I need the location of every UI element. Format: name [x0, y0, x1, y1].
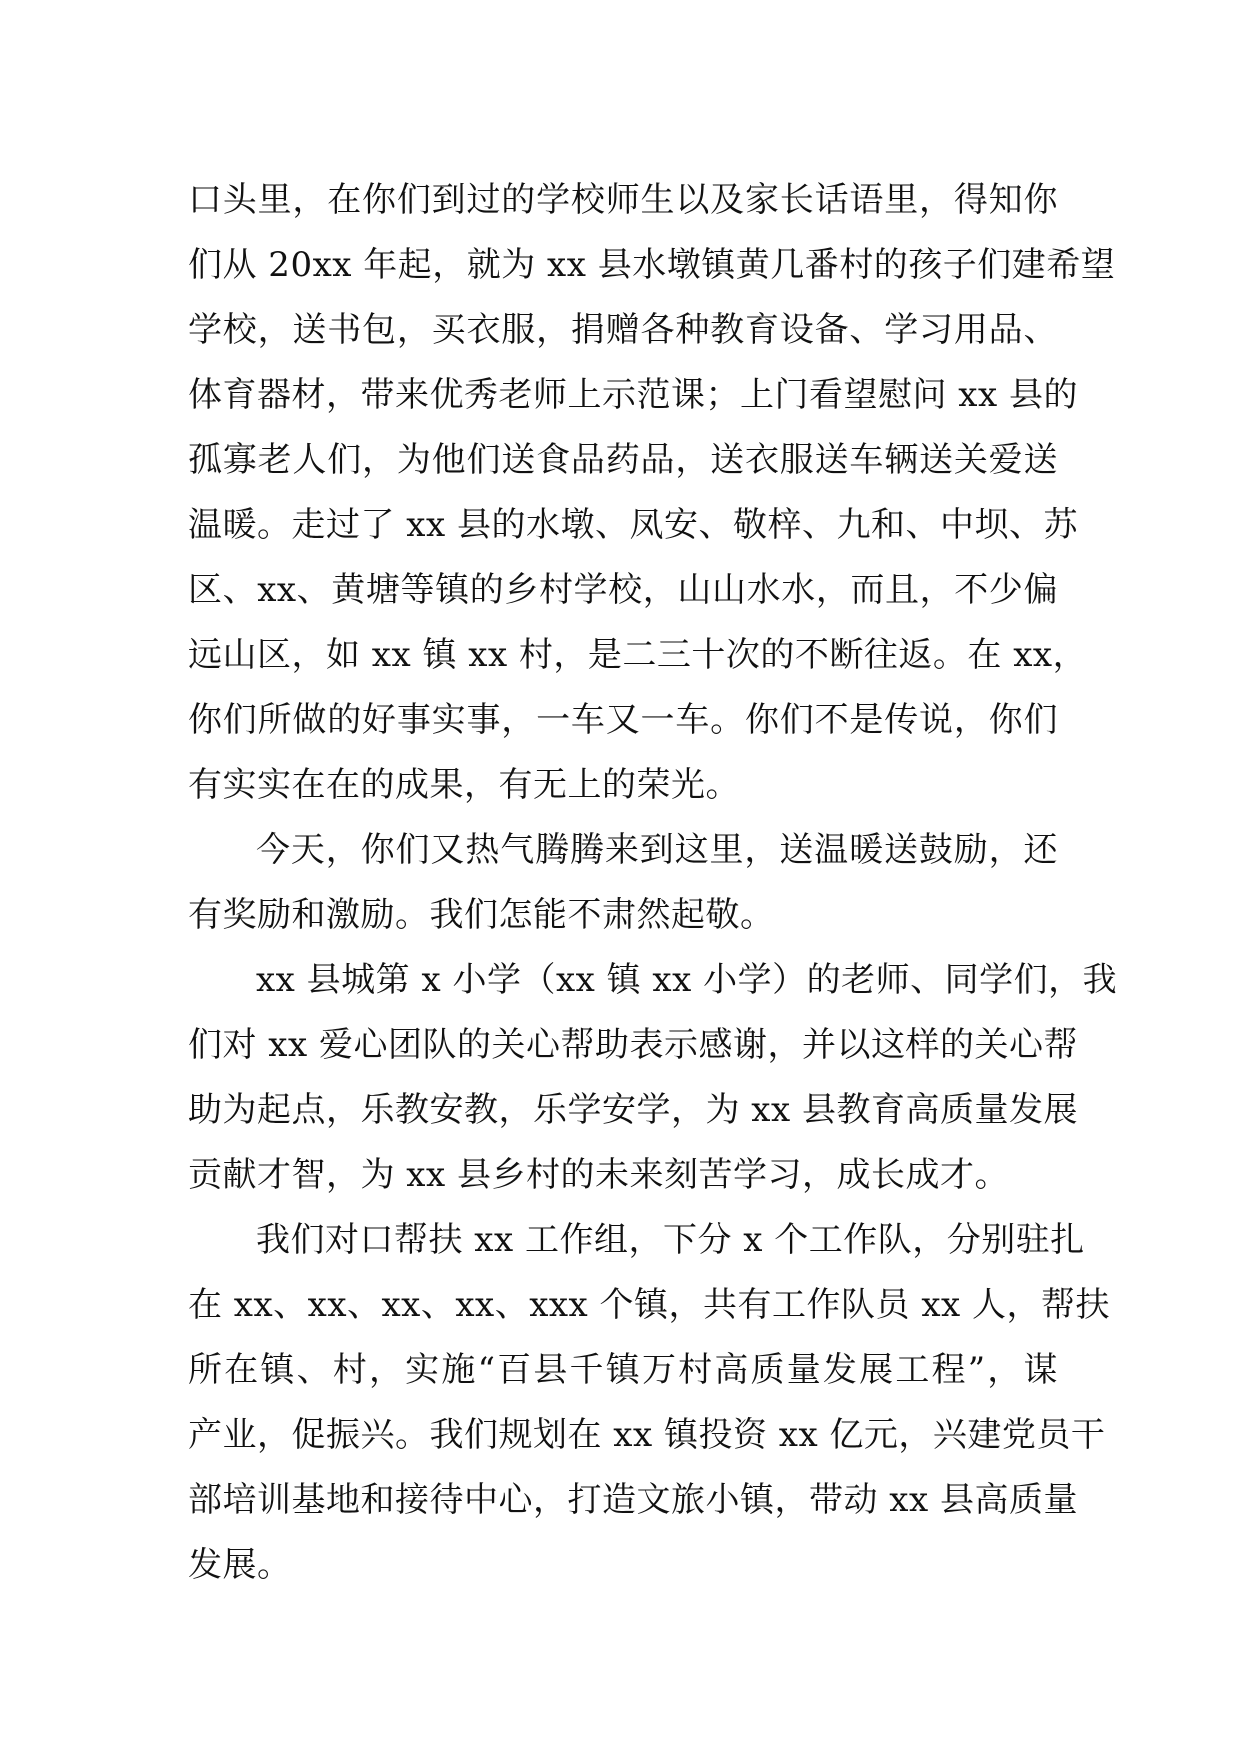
- text-line: 贡献才智，为 xx 县乡村的未来刻苦学习，成长成才。: [188, 1155, 1009, 1195]
- text-line: 们对 xx 爱心团队的关心帮助表示感谢，并以这样的关心帮: [188, 1025, 1078, 1065]
- text-line: 远山区，如 xx 镇 xx 村，是二三十次的不断往返。在 xx，: [188, 635, 1088, 675]
- text-line: 有奖励和激励。我们怎能不肃然起敬。: [188, 895, 775, 935]
- text-line: 温暖。走过了 xx 县的水墩、凤安、敬梓、九和、中坝、苏: [188, 505, 1078, 545]
- text-line: 所在镇、村，实施“百县千镇万村高质量发展工程”，谋: [188, 1350, 1058, 1390]
- text-line: 发展。: [188, 1545, 292, 1585]
- text-line: 口头里，在你们到过的学校师生以及家长话语里，得知你: [188, 180, 1058, 220]
- paragraph-2: [188, 818, 1058, 948]
- paragraph-1: [188, 168, 1116, 818]
- text-line: 学校，送书包，买衣服，捐赠各种教育设备、学习用品、: [188, 310, 1058, 350]
- text-line: 孤寡老人们，为他们送食品药品，送衣服送车辆送关爱送: [188, 440, 1058, 480]
- paragraph-4: [188, 1208, 1111, 1598]
- text-line: 我们对口帮扶 xx 工作组，下分 x 个工作队，分别驻扎: [256, 1220, 1085, 1260]
- paragraph-3: [188, 948, 1118, 1208]
- text-line: 你们所做的好事实事，一车又一车。你们不是传说，你们: [188, 700, 1058, 740]
- text-line: 区、xx、黄塘等镇的乡村学校，山山水水，而且，不少偏: [188, 570, 1058, 610]
- text-line: 今天，你们又热气腾腾来到这里，送温暖送鼓励，还: [256, 830, 1058, 870]
- text-line: 在 xx、xx、xx、xx、xxx 个镇，共有工作队员 xx 人，帮扶: [188, 1285, 1111, 1325]
- text-line: 有实实在在的成果，有无上的荣光。: [188, 765, 740, 805]
- text-line: xx 县城第 x 小学（xx 镇 xx 小学）的老师、同学们，我: [256, 960, 1118, 1000]
- text-line: 体育器材，带来优秀老师上示范课；上门看望慰问 xx 县的: [188, 375, 1078, 415]
- text-line: 助为起点，乐教安教，乐学安学，为 xx 县教育高质量发展: [188, 1090, 1078, 1130]
- text-line: 们从 20xx 年起，就为 xx 县水墩镇黄几番村的孩子们建希望: [188, 245, 1116, 285]
- text-line: 产业，促振兴。我们规划在 xx 镇投资 xx 亿元，兴建党员干: [188, 1415, 1106, 1455]
- text-line: 部培训基地和接待中心，打造文旅小镇，带动 xx 县高质量: [188, 1480, 1078, 1520]
- document-body: [188, 168, 1118, 1598]
